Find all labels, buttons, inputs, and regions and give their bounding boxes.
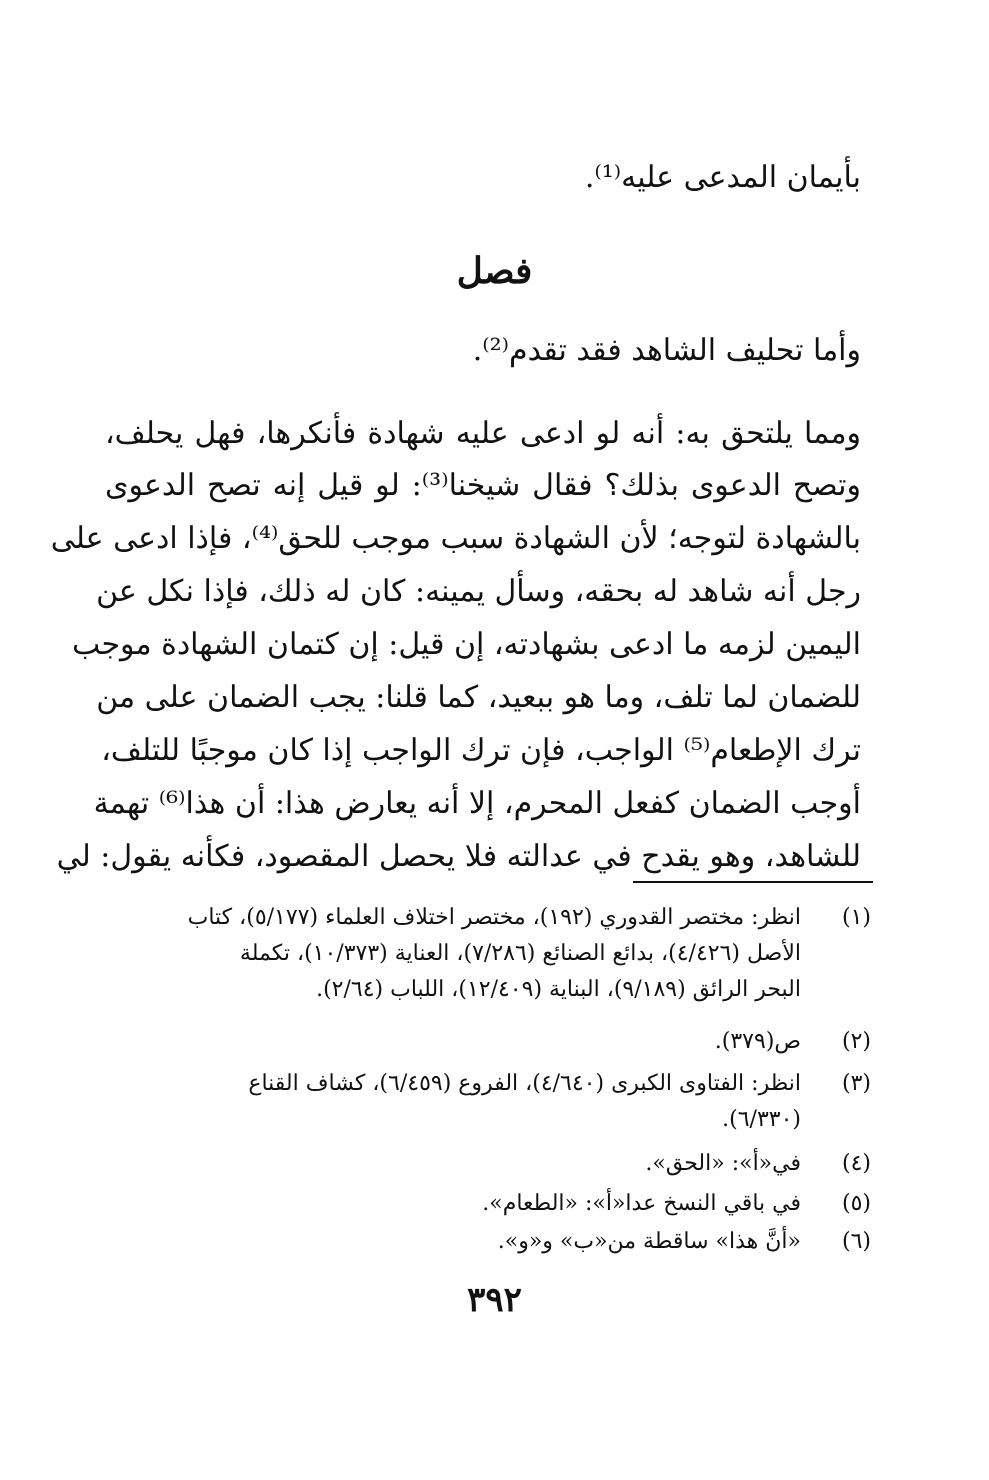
footnote-line: في«أ»: «الحق». (645, 1151, 801, 1176)
paragraph-line: للشاهد، وهو يقدح في عدالته فلا يحصل المقصود، فكأنه يقول: لي (56, 839, 861, 874)
footnote-line: «أنَّ هذا» ساقطة من«ب» و«و». (497, 1229, 801, 1254)
footnote-number: (٤) (841, 1151, 871, 1176)
paragraph-1: وأما تحليف الشاهد فقد تقدم⁽²⁾. (472, 333, 861, 368)
top-line: بأيمان المدعى عليه⁽¹⁾. (584, 160, 861, 195)
footnote-6 (498, 1224, 871, 1260)
footnote-5 (482, 1186, 871, 1222)
footnote-line: انظر: الفتاوى الكبرى (٤/٦٤٠)، الفروع (٦/٤٥٩)، كشاف القناع (248, 1071, 801, 1096)
footnote-3 (105, 1066, 871, 1138)
section-heading: فصل (456, 250, 533, 292)
footnote-number: (٣) (841, 1071, 871, 1096)
footnote-line: في باقي النسخ عدا«أ»: «الطعام». (482, 1191, 801, 1216)
paragraph-line: للضمان لما تلف، وما هو ببعيد، كما قلنا: يجب الضمان على من (96, 680, 861, 715)
footnote-4 (645, 1146, 871, 1182)
paragraph-line: أوجب الضمان كفعل المحرم، إلا أنه يعارض هذا: أن هذا⁽⁶⁾ تهمة (93, 786, 861, 821)
paragraph-line: بالشهادة لتوجه؛ لأن الشهادة سبب موجب للحق⁽⁴⁾، فإذا ادعى على (50, 521, 861, 556)
footnote-number: (٦) (841, 1229, 871, 1254)
paragraph-line: ترك الإطعام⁽⁵⁾ الواجب، فإن ترك الواجب إذا كان موجبًا للتلف، (101, 733, 861, 768)
paragraph-line: اليمين لزمه ما ادعى بشهادته، إن قيل: إن كتمان الشهادة موجب (72, 627, 861, 662)
footnote-number: (١) (841, 905, 871, 930)
paragraph-line: ومما يلتحق به: أنه لو ادعى عليه شهادة فأنكرها، فهل يحلف، (105, 416, 861, 451)
footnote-line: ص(٣٧٩). (714, 1029, 801, 1054)
paragraph-line: وتصح الدعوى بذلك؟ فقال شيخنا⁽³⁾: لو قيل إنه تصح الدعوى (105, 468, 862, 503)
footnote-line: البحر الرائق (٩/١٨٩)، البناية (١٢/٤٠٩)، اللباب (٢/٦٤). (316, 977, 801, 1002)
footnote-1 (105, 900, 871, 1008)
footnote-number: (٥) (841, 1191, 871, 1216)
footnote-2 (715, 1024, 871, 1060)
footnote-separator (633, 881, 873, 883)
footnote-line: (٦/٣٣٠). (722, 1107, 801, 1132)
footnote-line: انظر: مختصر القدوري (١٩٢)، مختصر اختلاف العلماء (٥/١٧٧)، كتاب (187, 905, 801, 930)
footnote-number: (٢) (841, 1029, 871, 1054)
paragraph-line: رجل أنه شاهد له بحقه، وسأل يمينه: كان له ذلك، فإذا نكل عن (96, 574, 861, 609)
page-number: ٣٩٢ (467, 1280, 522, 1320)
footnote-line: الأصل (٤/٤٢٦)، بدائع الصنائع (٧/٢٨٦)، العناية (١٠/٣٧٣)، تكملة (239, 941, 801, 966)
